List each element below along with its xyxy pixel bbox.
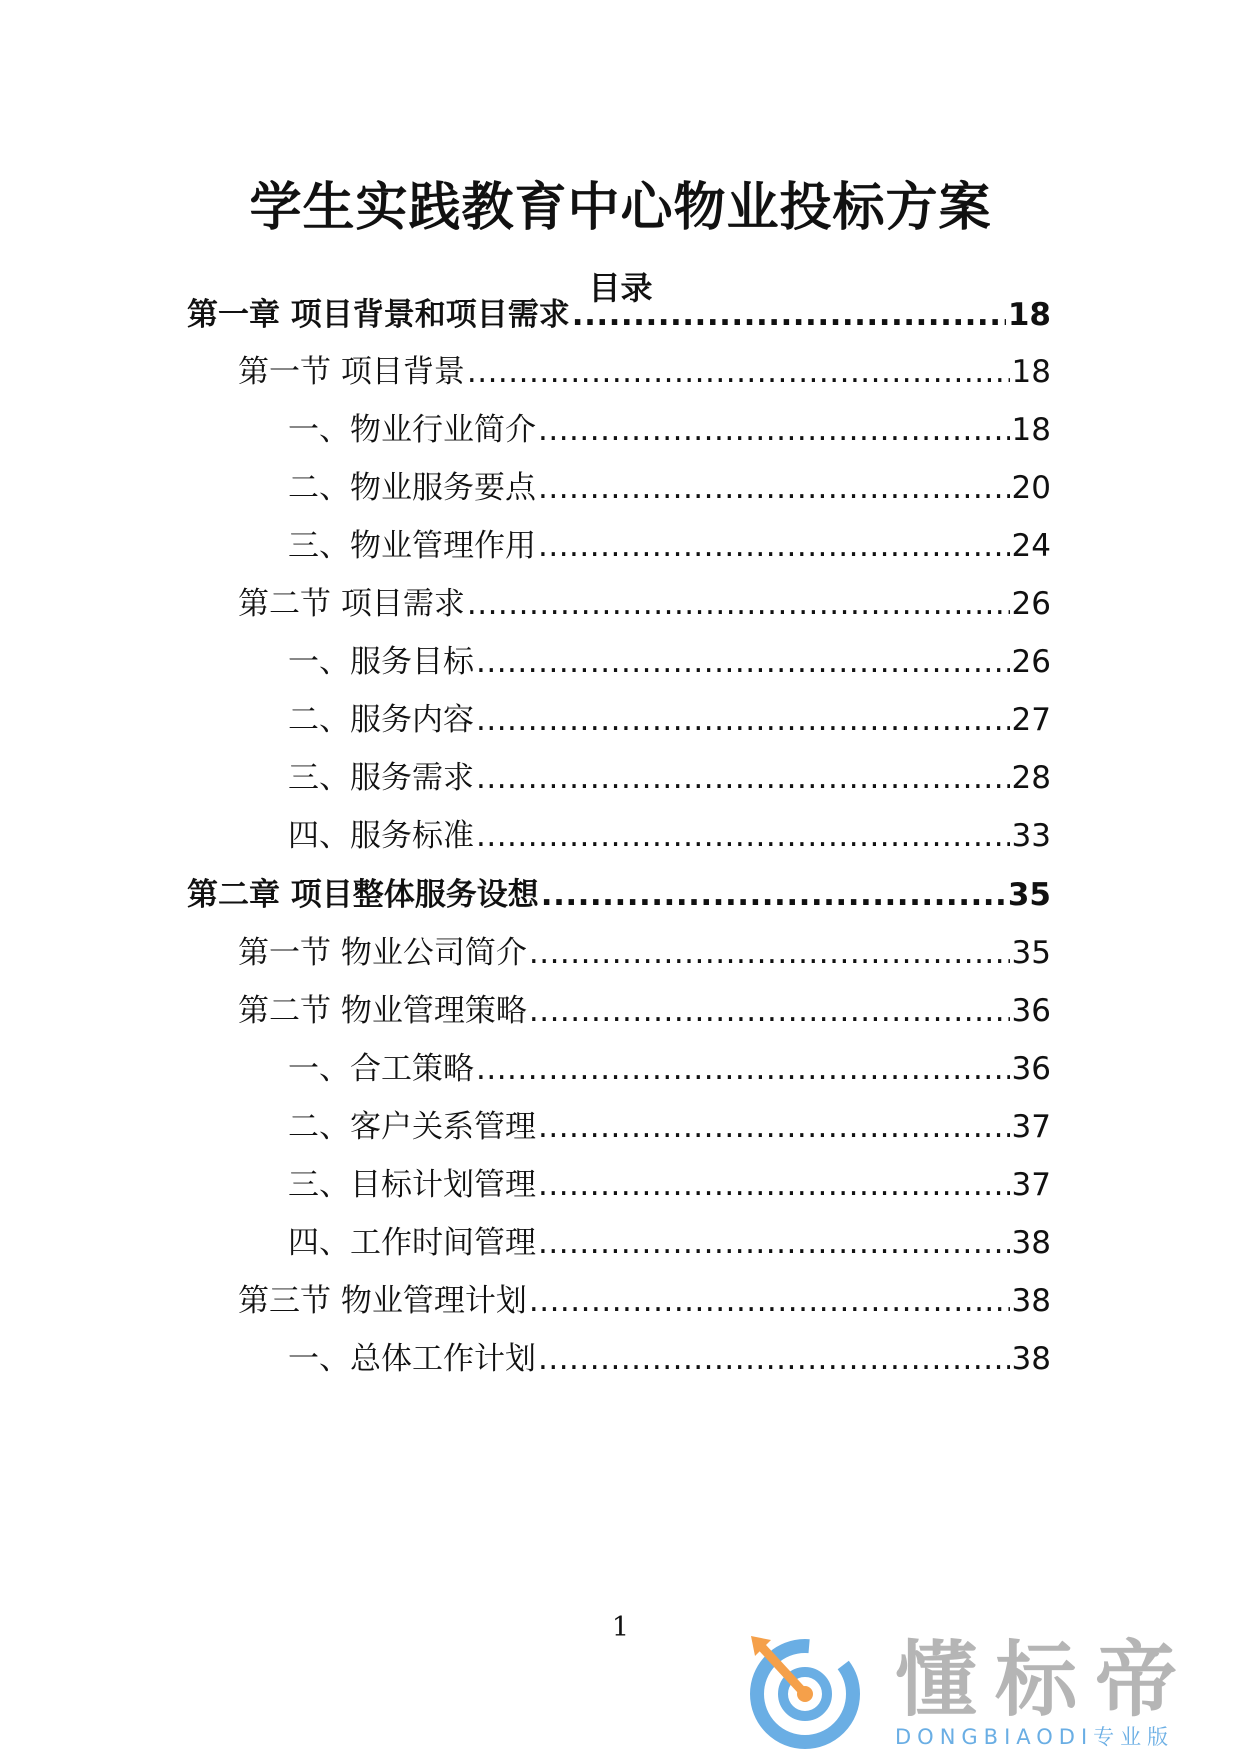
toc-entry-label: 一、合工策略 bbox=[288, 1051, 474, 1087]
toc-entry-subsection[interactable] bbox=[288, 637, 1051, 687]
toc-entry-section[interactable] bbox=[238, 347, 1051, 397]
watermark-brand: 懂标帝 bbox=[895, 1633, 1196, 1728]
toc-entry-chapter-1[interactable] bbox=[187, 290, 1051, 340]
toc-leader-dots bbox=[529, 986, 1010, 1036]
toc-entry-label: 第一节 物业公司简介 bbox=[238, 935, 527, 971]
toc-entry-label: 第一章 项目背景和项目需求 bbox=[187, 297, 570, 333]
watermark-subtitle: DONGBIAODI专业版 bbox=[895, 1725, 1175, 1749]
document-title: 学生实践教育中心物业投标方案 bbox=[249, 178, 992, 238]
toc-entry-subsection[interactable] bbox=[288, 405, 1051, 455]
toc-leader-dots bbox=[529, 1276, 1010, 1326]
toc-entry-page: 36 bbox=[1011, 1051, 1051, 1087]
toc-leader-dots bbox=[538, 521, 1010, 571]
toc-heading: 目录 bbox=[588, 269, 653, 307]
target-arrow-logo-icon bbox=[745, 1632, 865, 1750]
toc-entry-label: 二、客户关系管理 bbox=[288, 1109, 536, 1145]
toc-entry-section[interactable] bbox=[238, 986, 1051, 1036]
toc-leader-dots bbox=[572, 290, 1006, 340]
toc-entry-page: 26 bbox=[1011, 586, 1051, 622]
toc-entry-page: 37 bbox=[1011, 1109, 1051, 1145]
toc-entry-subsection[interactable] bbox=[288, 753, 1051, 803]
toc-entry-label: 第二节 物业管理策略 bbox=[238, 993, 527, 1029]
toc-entry-subsection[interactable] bbox=[288, 1160, 1051, 1210]
toc-leader-dots bbox=[476, 811, 1010, 861]
toc-entry-page: 35 bbox=[1011, 935, 1051, 971]
toc-entry-section[interactable] bbox=[238, 579, 1051, 629]
toc-entry-label: 三、目标计划管理 bbox=[288, 1167, 536, 1203]
toc-entry-subsection[interactable] bbox=[288, 521, 1051, 571]
toc-entry-subsection[interactable] bbox=[288, 1218, 1051, 1268]
toc-entry-label: 三、服务需求 bbox=[288, 760, 474, 796]
toc-entry-subsection[interactable] bbox=[288, 1044, 1051, 1094]
toc-leader-dots bbox=[538, 1160, 1010, 1210]
toc-leader-dots bbox=[476, 637, 1010, 687]
toc-entry-page: 33 bbox=[1011, 818, 1051, 854]
toc-entry-subsection[interactable] bbox=[288, 1334, 1051, 1384]
toc-entry-label: 四、工作时间管理 bbox=[288, 1225, 536, 1261]
toc-entry-label: 第一节 项目背景 bbox=[238, 354, 465, 390]
toc-entry-page: 26 bbox=[1011, 644, 1051, 680]
toc-entry-subsection[interactable] bbox=[288, 463, 1051, 513]
toc-leader-dots bbox=[538, 1334, 1010, 1384]
toc-entry-page: 28 bbox=[1011, 760, 1051, 796]
toc-entry-label: 第二章 项目整体服务设想 bbox=[187, 877, 539, 913]
toc-leader-dots bbox=[538, 1102, 1010, 1152]
toc-leader-dots bbox=[538, 405, 1010, 455]
toc-leader-dots bbox=[476, 753, 1010, 803]
toc-leader-dots bbox=[529, 928, 1010, 978]
toc-leader-dots bbox=[476, 1044, 1010, 1094]
toc-entry-label: 二、服务内容 bbox=[288, 702, 474, 738]
toc-entry-label: 三、物业管理作用 bbox=[288, 528, 536, 564]
toc-entry-page: 38 bbox=[1011, 1341, 1051, 1377]
watermark bbox=[745, 1632, 1215, 1750]
toc-entry-page: 18 bbox=[1011, 412, 1051, 448]
toc-entry-subsection[interactable] bbox=[288, 695, 1051, 745]
toc-entry-page: 24 bbox=[1011, 528, 1051, 564]
toc-entry-page: 35 bbox=[1007, 877, 1051, 913]
toc-entry-label: 一、总体工作计划 bbox=[288, 1341, 536, 1377]
toc-entry-subsection[interactable] bbox=[288, 1102, 1051, 1152]
toc-entry-label: 一、物业行业简介 bbox=[288, 412, 536, 448]
toc-entry-page: 37 bbox=[1011, 1167, 1051, 1203]
toc-entry-page: 18 bbox=[1011, 354, 1051, 390]
toc-entry-section[interactable] bbox=[238, 928, 1051, 978]
toc-entry-label: 四、服务标准 bbox=[288, 818, 474, 854]
toc-leader-dots bbox=[538, 463, 1010, 513]
toc-entry-label: 第二节 项目需求 bbox=[238, 586, 465, 622]
toc-entry-label: 二、物业服务要点 bbox=[288, 470, 536, 506]
toc-leader-dots bbox=[538, 1218, 1010, 1268]
toc-leader-dots bbox=[467, 579, 1010, 629]
toc-entry-page: 20 bbox=[1011, 470, 1051, 506]
toc-entry-page: 18 bbox=[1007, 297, 1051, 333]
toc-leader-dots bbox=[476, 695, 1010, 745]
page-number: 1 bbox=[611, 1612, 630, 1643]
toc-entry-section[interactable] bbox=[238, 1276, 1051, 1326]
toc-entry-label: 第三节 物业管理计划 bbox=[238, 1283, 527, 1319]
toc-entry-page: 36 bbox=[1011, 993, 1051, 1029]
toc-entry-label: 一、服务目标 bbox=[288, 644, 474, 680]
toc-entry-page: 38 bbox=[1011, 1283, 1051, 1319]
toc-entry-chapter-2[interactable] bbox=[187, 870, 1051, 920]
toc-entry-page: 27 bbox=[1011, 702, 1051, 738]
toc-entry-page: 38 bbox=[1011, 1225, 1051, 1261]
toc-entry-subsection[interactable] bbox=[288, 811, 1051, 861]
toc-leader-dots bbox=[467, 347, 1010, 397]
toc-leader-dots bbox=[541, 870, 1006, 920]
